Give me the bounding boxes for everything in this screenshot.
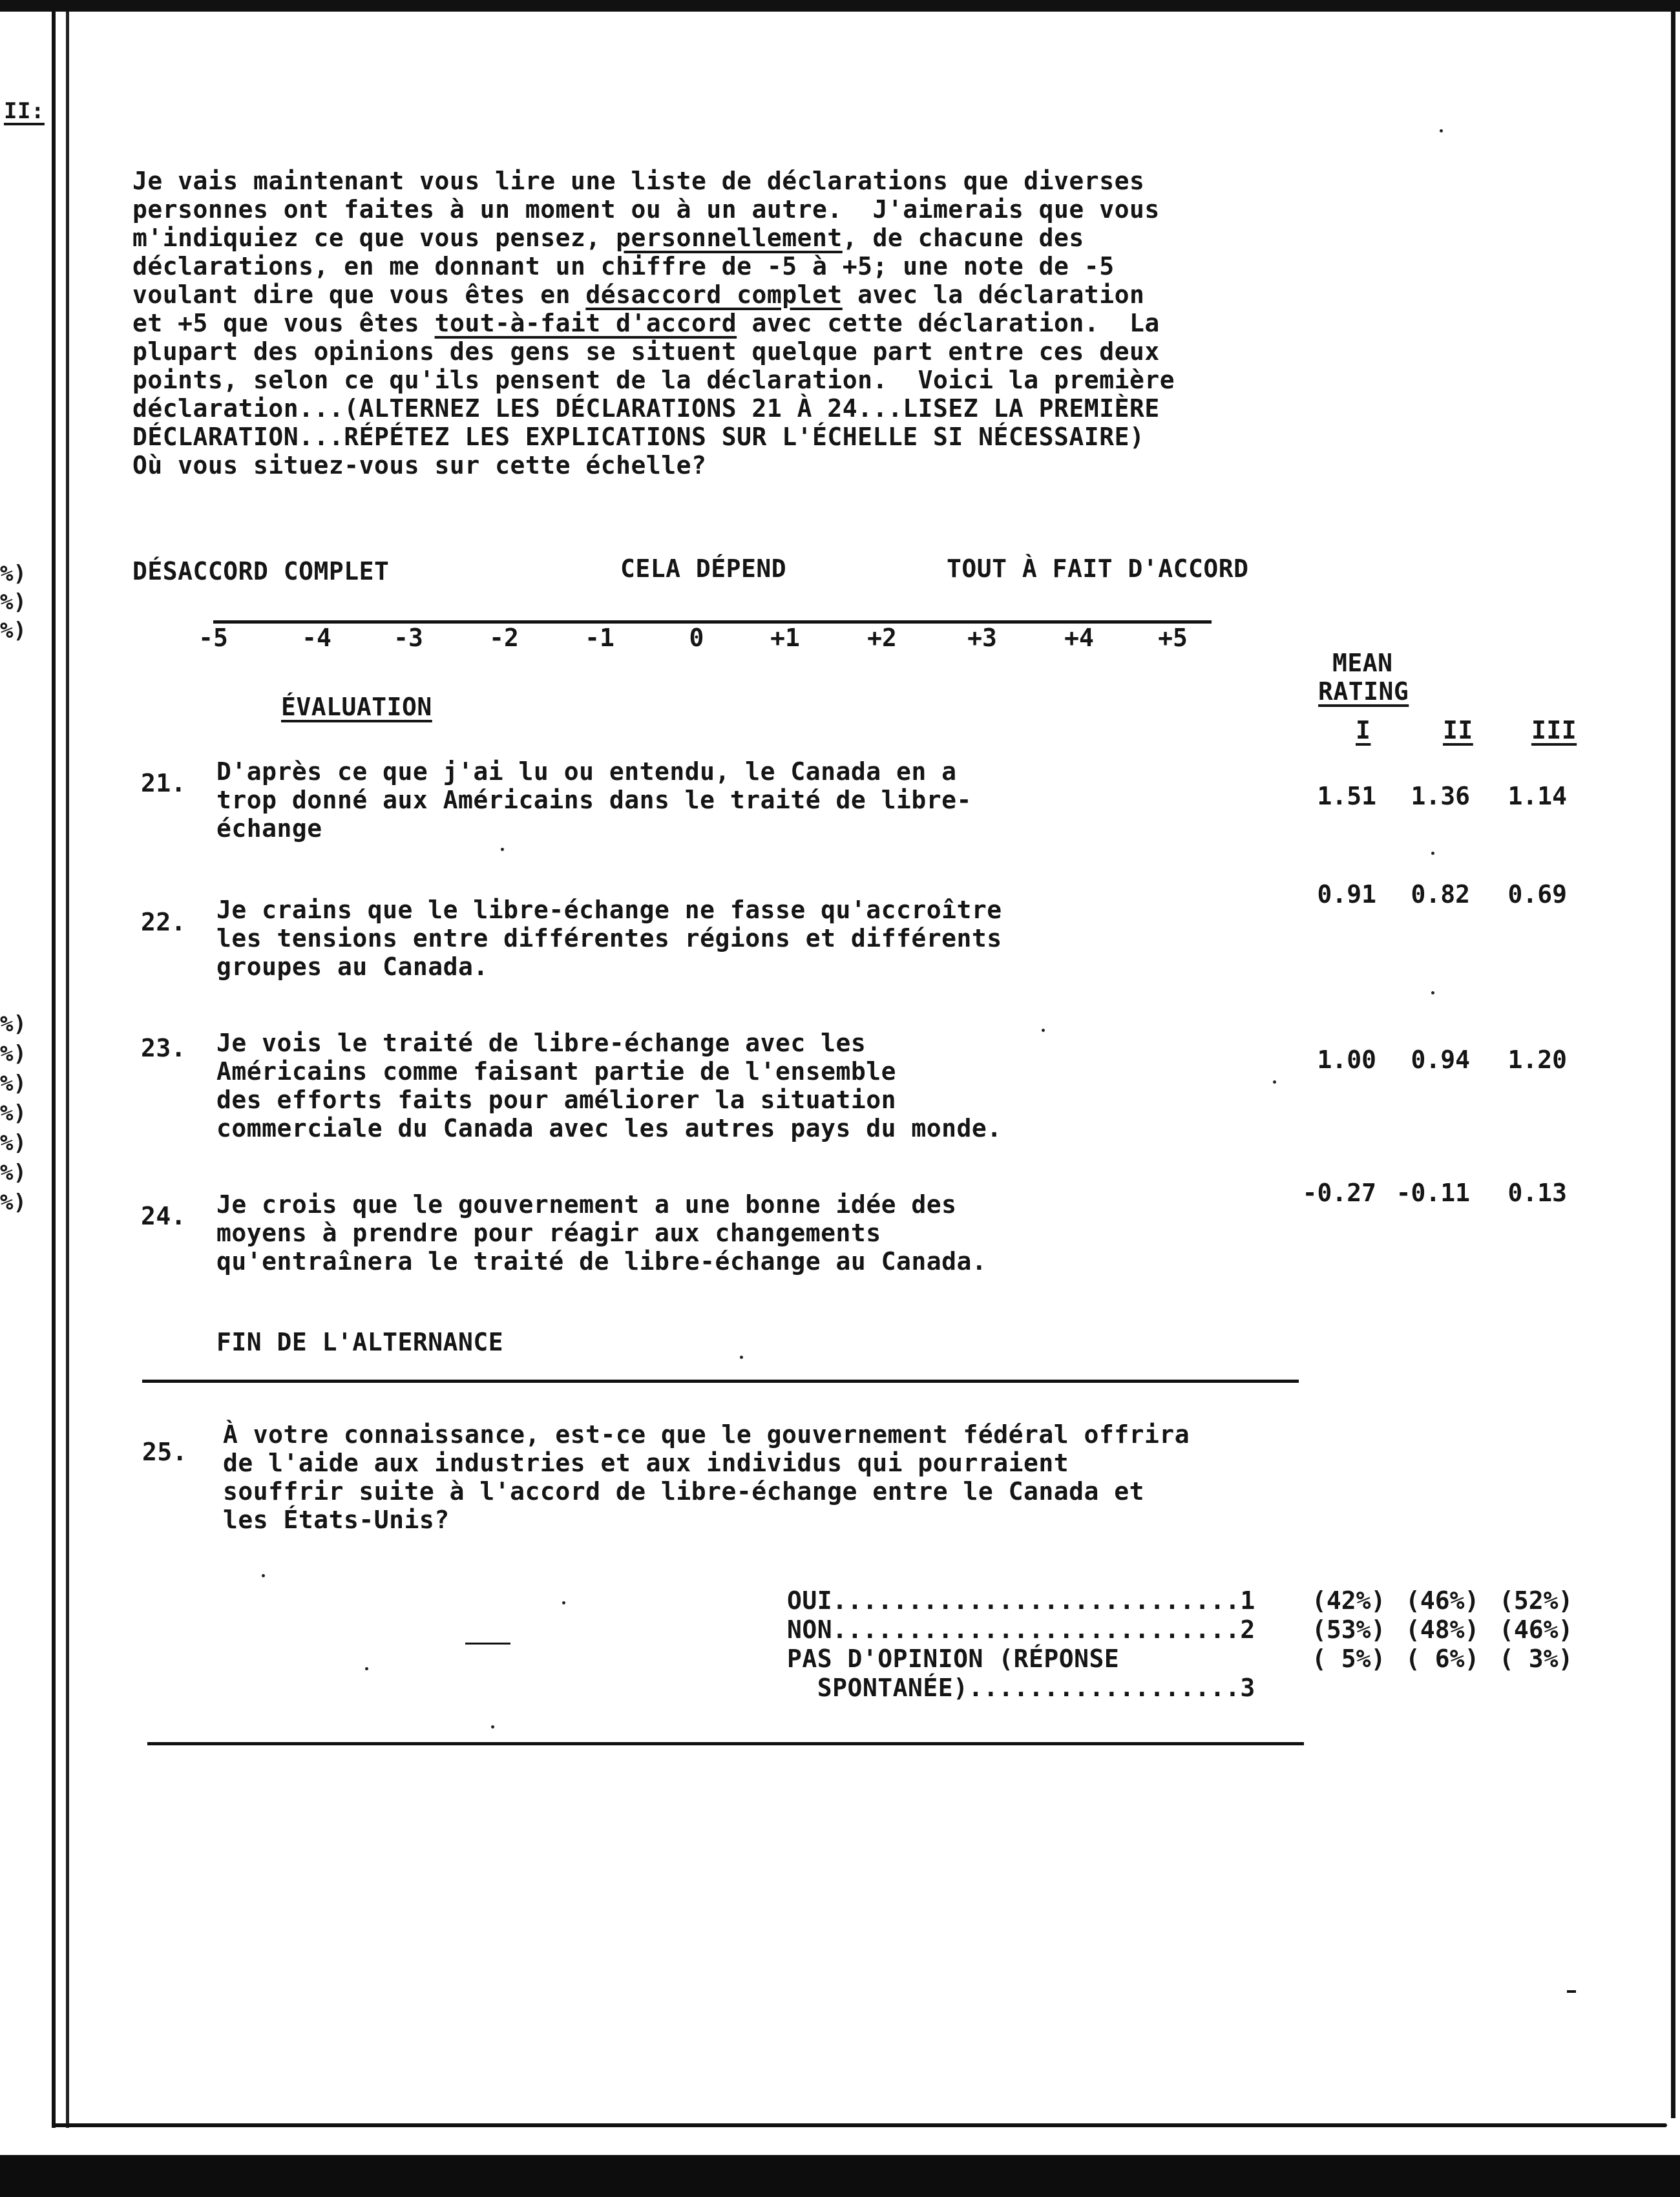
statement-line: échange — [216, 814, 322, 843]
emphasis-desaccord-complet: désaccord complet — [585, 280, 843, 309]
statement-number: 24. — [141, 1202, 187, 1230]
section-divider-bottom — [147, 1742, 1304, 1745]
question-line: de l'aide aux industries et aux individus qui pourraient — [223, 1449, 1069, 1477]
statement-line: Je crains que le libre-échange ne fasse qu'accroître — [216, 896, 1002, 924]
question-line: les États-Unis? — [223, 1506, 450, 1534]
scale-point: -4 — [302, 624, 331, 652]
margin-pct: %) — [0, 1130, 26, 1156]
intro-line: déclarations, en me donnant un chiffre de -5 à +5; une note de -5 — [132, 252, 1115, 280]
scan-bottom-edge — [0, 2155, 1680, 2197]
rating-value: -0.27 — [1302, 1179, 1376, 1207]
scale-point: -5 — [198, 624, 228, 652]
scan-speck — [1431, 852, 1434, 855]
answer-pct: ( 5%) — [1312, 1645, 1386, 1673]
rating-value: 1.20 — [1507, 1046, 1567, 1074]
intro-line: déclaration...(ALTERNEZ LES DÉCLARATIONS 21 À 24...LISEZ LA PREMIÈRE — [132, 394, 1160, 423]
scan-speck — [501, 848, 504, 851]
scan-speck — [365, 1667, 368, 1670]
end-alternance-label: FIN DE L'ALTERNANCE — [216, 1328, 504, 1356]
scan-speck — [1431, 991, 1434, 994]
intro-line: Je vais maintenant vous lire une liste de déclarations que diverses — [132, 167, 1145, 195]
scan-top-edge — [0, 0, 1680, 12]
intro-line: et +5 que vous êtes tout-à-fait d'accord avec cette déclaration. La — [132, 309, 1160, 337]
margin-pct: %) — [0, 1041, 26, 1067]
scale-point: -2 — [489, 624, 519, 652]
answer-pct: (52%) — [1499, 1586, 1573, 1615]
scale-right-label: TOUT À FAIT D'ACCORD — [947, 554, 1249, 583]
rating-label: RATING — [1318, 677, 1409, 706]
margin-pct: %) — [0, 561, 26, 587]
scan-left-border-inner — [66, 12, 69, 2128]
rating-col-3: III — [1531, 716, 1577, 744]
margin-section-label: II: — [4, 98, 45, 124]
scan-right-border — [1671, 12, 1675, 2118]
scale-left-label: DÉSACCORD COMPLET — [132, 557, 390, 585]
statement-line: moyens à prendre pour réagir aux changements — [216, 1219, 881, 1247]
rating-value: 0.82 — [1411, 880, 1470, 909]
scale-point: +4 — [1064, 624, 1094, 652]
rating-col-1: I — [1356, 716, 1371, 744]
statement-line: commerciale du Canada avec les autres pays du monde. — [216, 1114, 1002, 1142]
section-divider — [142, 1380, 1299, 1383]
intro-line: Où vous situez-vous sur cette échelle? — [132, 451, 707, 479]
scale-point: +3 — [967, 624, 997, 652]
scale-point: +2 — [867, 624, 897, 652]
statement-number: 21. — [141, 769, 187, 797]
margin-pct: %) — [0, 1190, 26, 1215]
scan-speck — [262, 1574, 265, 1577]
rating-value: 1.14 — [1507, 782, 1567, 810]
rating-value: 0.69 — [1507, 880, 1567, 909]
statement-number: 23. — [141, 1034, 187, 1062]
question-number: 25. — [142, 1438, 188, 1466]
intro-line: points, selon ce qu'ils pensent de la déclaration. Voici la première — [132, 366, 1175, 394]
statement-number: 22. — [141, 908, 187, 936]
emphasis-personnellement: personnellement — [616, 224, 843, 252]
scan-speck — [740, 1356, 743, 1359]
rating-value: 1.00 — [1317, 1046, 1376, 1074]
answer-pct: (53%) — [1312, 1615, 1386, 1644]
answer-label: OUI...........................1 — [787, 1586, 1255, 1615]
margin-pct: %) — [0, 618, 26, 644]
margin-pct: %) — [0, 1011, 26, 1037]
statement-line: trop donné aux Américains dans le traité de libre- — [216, 786, 972, 814]
statement-line: les tensions entre différentes régions et différents — [216, 924, 1002, 952]
answer-label: NON...........................2 — [787, 1615, 1255, 1644]
intro-line: personnes ont faites à un moment ou à un autre. J'aimerais que vous — [132, 195, 1160, 224]
scan-speck — [1042, 1029, 1045, 1032]
scan-mark — [1567, 1990, 1576, 1993]
statement-line: groupes au Canada. — [216, 952, 488, 981]
answer-pct: (46%) — [1405, 1586, 1480, 1615]
answer-pct: ( 3%) — [1499, 1645, 1573, 1673]
question-line: À votre connaissance, est-ce que le gouvernement fédéral offrira — [223, 1420, 1190, 1449]
answer-pct: (48%) — [1405, 1615, 1480, 1644]
statement-line: D'après ce que j'ai lu ou entendu, le Canada en a — [216, 757, 957, 786]
scale-point: 0 — [689, 624, 704, 652]
statement-line: qu'entraînera le traité de libre-échange au Canada. — [216, 1247, 987, 1276]
rating-value: 1.51 — [1317, 782, 1376, 810]
answer-label: PAS D'OPINION (RÉPONSE — [787, 1645, 1120, 1673]
rating-value: 0.91 — [1317, 880, 1376, 909]
scale-point: -1 — [585, 624, 614, 652]
scan-bottom-border — [52, 2123, 1667, 2127]
intro-line: DÉCLARATION...RÉPÉTEZ LES EXPLICATIONS SUR L'ÉCHELLE SI NÉCESSAIRE) — [132, 423, 1145, 451]
rating-value: -0.11 — [1396, 1179, 1470, 1207]
scale-point: +5 — [1158, 624, 1188, 652]
intro-line: voulant dire que vous êtes en désaccord complet avec la déclaration — [132, 280, 1145, 309]
intro-line: plupart des opinions des gens se situent quelque part entre ces deux — [132, 337, 1160, 366]
emphasis-tout-a-fait-daccord: tout-à-fait d'accord — [434, 309, 737, 337]
question-line: souffrir suite à l'accord de libre-échange entre le Canada et — [223, 1477, 1145, 1506]
answer-pct: (42%) — [1312, 1586, 1386, 1615]
margin-pct: %) — [0, 589, 26, 615]
scan-speck — [491, 1725, 494, 1729]
scan-speck — [1273, 1080, 1276, 1084]
answer-pct: (46%) — [1499, 1615, 1573, 1644]
margin-pct: %) — [0, 1100, 26, 1126]
scan-mark — [465, 1643, 510, 1645]
scan-left-border — [52, 12, 56, 2128]
answer-pct: ( 6%) — [1405, 1645, 1480, 1673]
statement-line: Je crois que le gouvernement a une bonne idée des — [216, 1190, 957, 1219]
scale-mid-label: CELA DÉPEND — [620, 554, 787, 583]
rating-value: 0.13 — [1507, 1179, 1567, 1207]
rating-col-2: II — [1443, 716, 1473, 744]
scan-speck — [1440, 129, 1443, 132]
scale-point: +1 — [770, 624, 800, 652]
margin-pct: %) — [0, 1071, 26, 1097]
mean-label: MEAN — [1332, 649, 1393, 677]
statement-line: Américains comme faisant partie de l'ensemble — [216, 1057, 897, 1086]
margin-pct: %) — [0, 1160, 26, 1186]
evaluation-label: ÉVALUATION — [281, 693, 432, 721]
scan-speck — [562, 1601, 565, 1604]
statement-line: des efforts faits pour améliorer la situation — [216, 1086, 897, 1114]
scale-point: -3 — [394, 624, 423, 652]
intro-line: m'indiquiez ce que vous pensez, personnellement, de chacune des — [132, 224, 1084, 252]
rating-value: 0.94 — [1411, 1046, 1470, 1074]
rating-value: 1.36 — [1411, 782, 1470, 810]
answer-label-cont: SPONTANÉE)..................3 — [787, 1674, 1255, 1702]
statement-line: Je vois le traité de libre-échange avec les — [216, 1029, 866, 1057]
